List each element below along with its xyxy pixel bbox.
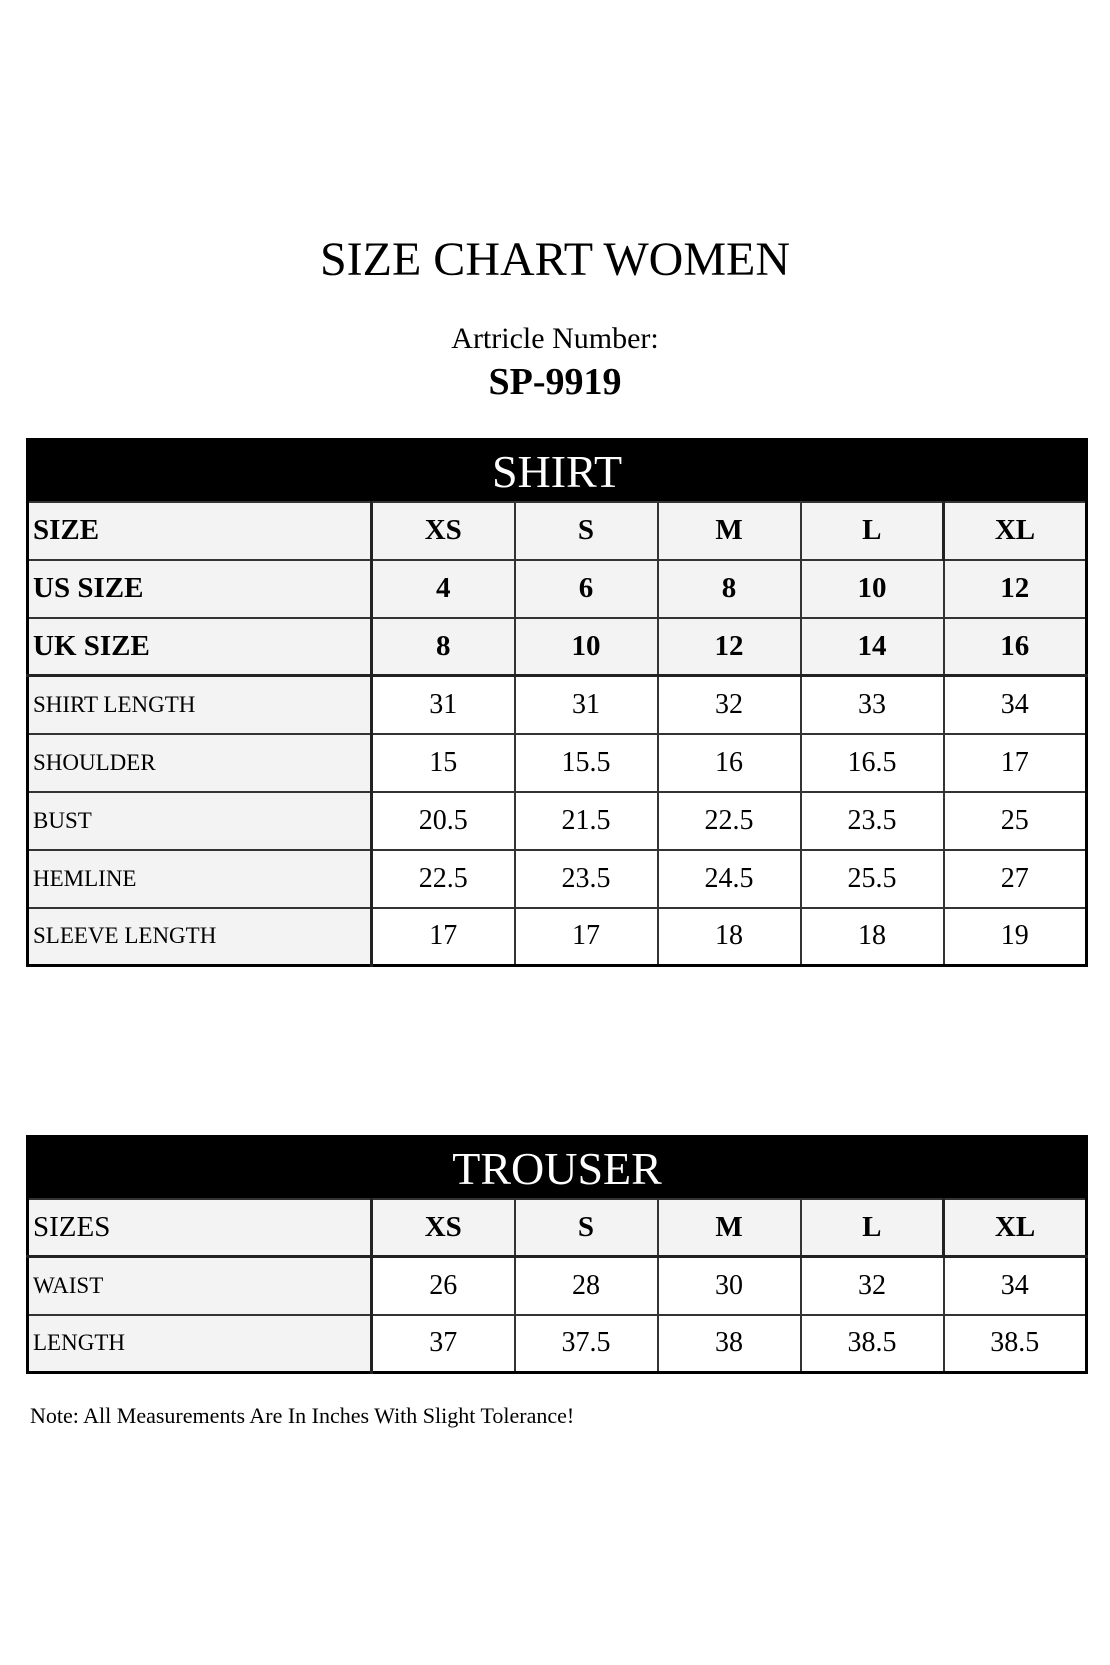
measurement-value: 34 — [944, 1257, 1087, 1315]
table-row — [28, 676, 1087, 734]
us-size-value: 6 — [515, 560, 658, 618]
measurement-value: 23.5 — [515, 850, 658, 908]
size-s: S — [515, 1199, 658, 1257]
measurement-value: 15.5 — [515, 734, 658, 792]
measurement-value: 22.5 — [658, 792, 801, 850]
measurement-value: 37 — [372, 1315, 515, 1373]
uk-size-value: 14 — [801, 618, 944, 676]
measurement-label: BUST — [28, 792, 372, 850]
measurement-label: LENGTH — [28, 1315, 372, 1373]
measurement-label: SHOULDER — [28, 734, 372, 792]
table-row — [28, 734, 1087, 792]
measurement-value: 17 — [372, 908, 515, 966]
measurement-value: 25 — [944, 792, 1087, 850]
article-number-label: Artricle Number: — [451, 322, 659, 355]
sizes-label: SIZES — [28, 1199, 372, 1257]
uk-size-value: 8 — [372, 618, 515, 676]
table-row — [28, 850, 1087, 908]
measurement-value: 31 — [372, 676, 515, 734]
us-size-row — [28, 560, 1087, 618]
size-xl: XL — [944, 502, 1087, 560]
measurement-value: 17 — [944, 734, 1087, 792]
measurement-label: HEMLINE — [28, 850, 372, 908]
measurement-value: 38 — [658, 1315, 801, 1373]
measurement-value: 23.5 — [801, 792, 944, 850]
measurement-value: 17 — [515, 908, 658, 966]
measurement-label: WAIST — [28, 1257, 372, 1315]
uk-size-value: 10 — [515, 618, 658, 676]
measurement-value: 32 — [658, 676, 801, 734]
size-l: L — [801, 502, 944, 560]
size-xl: XL — [944, 1199, 1087, 1257]
trouser-size-row — [28, 1199, 1087, 1257]
measurement-value: 37.5 — [515, 1315, 658, 1373]
measurement-value: 19 — [944, 908, 1087, 966]
trouser-size-table — [26, 1135, 1088, 1374]
page-title: SIZE CHART WOMEN — [319, 233, 790, 286]
measurement-value: 16 — [658, 734, 801, 792]
measurement-value: 34 — [944, 676, 1087, 734]
size-l: L — [801, 1199, 944, 1257]
measurement-note: Note: All Measurements Are In Inches With Slight Tolerance! — [30, 1403, 575, 1428]
us-size-value: 12 — [944, 560, 1087, 618]
measurement-value: 30 — [658, 1257, 801, 1315]
us-size-value: 4 — [372, 560, 515, 618]
size-xs: XS — [372, 502, 515, 560]
uk-size-value: 16 — [944, 618, 1087, 676]
size-label: SIZE — [28, 502, 372, 560]
measurement-label: SLEEVE LENGTH — [28, 908, 372, 966]
shirt-banner: SHIRT — [28, 440, 1087, 502]
measurement-value: 15 — [372, 734, 515, 792]
measurement-value: 18 — [801, 908, 944, 966]
uk-size-row — [28, 618, 1087, 676]
shirt-size-table — [26, 438, 1088, 967]
article-number: SP-9919 — [488, 361, 622, 403]
size-m: M — [658, 502, 801, 560]
table-row — [28, 908, 1087, 966]
measurement-value: 25.5 — [801, 850, 944, 908]
us-size-label: US SIZE — [28, 560, 372, 618]
shirt-size-row — [28, 502, 1087, 560]
measurement-label: SHIRT LENGTH — [28, 676, 372, 734]
size-m: M — [658, 1199, 801, 1257]
measurement-value: 21.5 — [515, 792, 658, 850]
measurement-value: 27 — [944, 850, 1087, 908]
measurement-value: 18 — [658, 908, 801, 966]
table-row — [28, 1315, 1087, 1373]
measurement-value: 16.5 — [801, 734, 944, 792]
uk-size-label: UK SIZE — [28, 618, 372, 676]
table-row — [28, 792, 1087, 850]
trouser-banner: TROUSER — [28, 1137, 1087, 1199]
measurement-value: 26 — [372, 1257, 515, 1315]
measurement-value: 31 — [515, 676, 658, 734]
measurement-value: 24.5 — [658, 850, 801, 908]
us-size-value: 8 — [658, 560, 801, 618]
measurement-value: 28 — [515, 1257, 658, 1315]
size-xs: XS — [372, 1199, 515, 1257]
measurement-value: 33 — [801, 676, 944, 734]
us-size-value: 10 — [801, 560, 944, 618]
uk-size-value: 12 — [658, 618, 801, 676]
measurement-value: 38.5 — [801, 1315, 944, 1373]
measurement-value: 20.5 — [372, 792, 515, 850]
table-row — [28, 1257, 1087, 1315]
measurement-value: 32 — [801, 1257, 944, 1315]
measurement-value: 22.5 — [372, 850, 515, 908]
size-s: S — [515, 502, 658, 560]
measurement-value: 38.5 — [944, 1315, 1087, 1373]
